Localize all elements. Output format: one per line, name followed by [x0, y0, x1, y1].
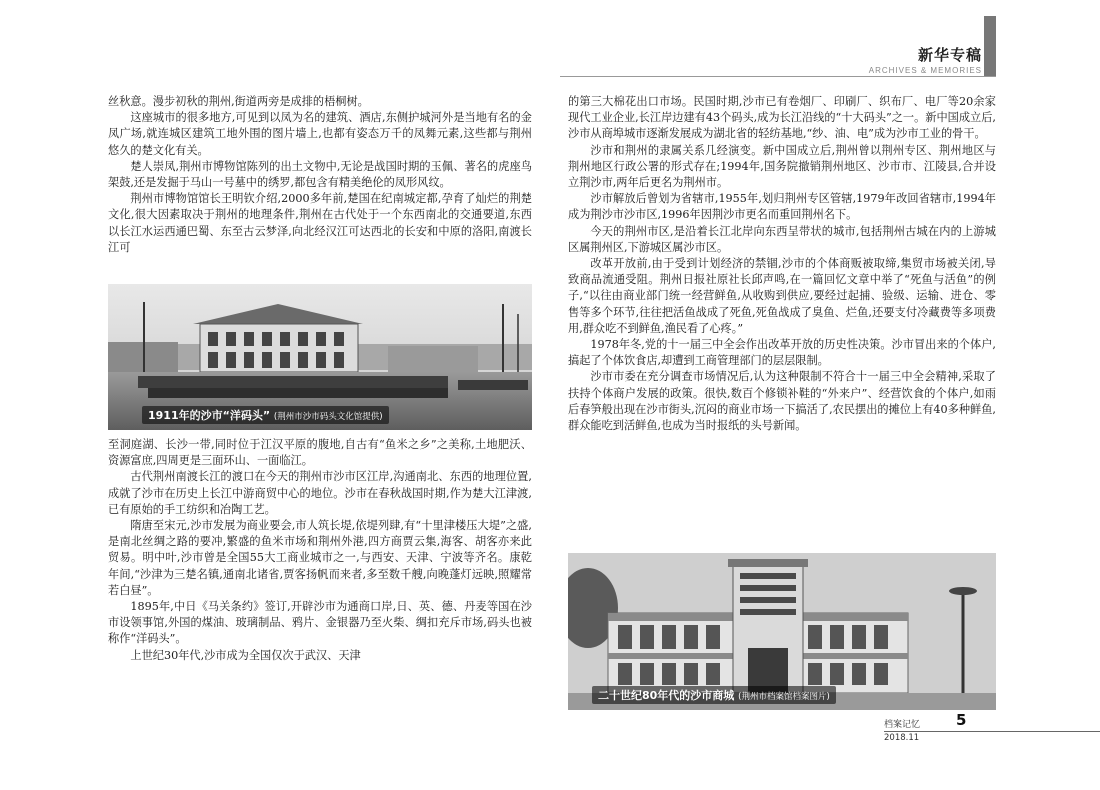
paragraph: 1895年,中日《马关条约》签订,开辟沙市为通商口岸,日、英、德、丹麦等国在沙市设领事馆,外国的煤油、玻璃制品、鸦片、金银器乃至火柴、绸扣充斥市场,码头也被称作“洋码头”。 — [108, 600, 532, 646]
paragraph: 古代荆州南渡长江的渡口在今天的荆州市沙市区江岸,沟通南北、东西的地理位置,成就了沙市在历史上长江中游商贸中心的地位。沙市在春秋战国时期,作为楚大江津渡,已有原始的手工纺织和冶陶工艺。 — [108, 470, 532, 516]
paragraph: 这座城市的很多地方,可见到以凤为名的建筑、酒店,东侧护城河外是当地有名的金凤广场,就连城区建筑工地外围的图片墙上,也都有姿态万千的凤舞元素,这些都与荆州悠久的楚文化有关。 — [108, 111, 532, 157]
left-column-top — [108, 94, 532, 256]
paragraph: 上世纪30年代,沙市成为全国仅次于武汉、天津 — [130, 648, 361, 662]
paragraph: 的第三大棉花出口市场。民国时期,沙市已有卷烟厂、印刷厂、织布厂、电厂等20余家现代工业企业,长江岸边建有43个码头,成为长江沿线的“十大码头”之一。新中国成立后,沙市从商埠城市逐渐发展成为湖北省的轻纺基地,“纱、油、电”成为沙市工业的骨干。 — [568, 95, 996, 141]
photo-caption — [592, 686, 836, 704]
left-column-bottom — [108, 437, 532, 664]
shopping-mall-photo — [568, 553, 996, 710]
historic-wharf-photo — [108, 284, 532, 430]
paragraph: 楚人崇凤,荆州市博物馆陈列的出土文物中,无论是战国时期的玉佩、著名的虎座鸟架鼓,还是发掘于马山一号墓中的绣罗,都包含有精美绝伦的凤形风纹。 — [108, 159, 532, 190]
caption-credit: (荆州市沙市码头文化馆提供) — [273, 412, 383, 422]
paragraph: 丝秋意。漫步初秋的荆州,街道两旁是成排的梧桐树。 — [108, 95, 369, 108]
paragraph: 沙市市委在充分调查市场情况后,认为这种限制不符合十一届三中全会精神,采取了扶持个体商户发展的政策。很快,数百个修锁补鞋的“外来户”、经营饮食的个体户,如雨后春笋般出现在沙市街头,沉闷的商业市场一下搞活了,农民摆出的摊位上有40多种鲜鱼,群众能吃到活鲜鱼,也成为当时报纸的头号新闻。 — [568, 370, 996, 433]
header-divider — [560, 76, 996, 77]
magazine-name: 档案记忆 — [884, 720, 921, 730]
paragraph: 1978年冬,党的十一届三中全会作出改革开放的历史性决策。沙市冒出来的个体户,搞起了个体饮食店,却遭到工商管理部门的层层限制。 — [568, 338, 996, 368]
paragraph: 沙市和荆州的隶属关系几经演变。新中国成立后,荆州曾以荆州专区、荆州地区与荆州地区行政公署的形式存在;1994年,国务院撤销荆州地区、沙市市、江陵县,合并设立荆沙市,两年后更名为荆州市。 — [568, 143, 996, 190]
right-column — [568, 94, 996, 434]
header-accent-bar — [984, 16, 996, 76]
issue-date: 2018.11 — [884, 733, 920, 743]
caption-title: 1911年的沙市“洋码头” — [148, 409, 271, 422]
footer-divider — [884, 731, 1100, 732]
paragraph: 改革开放前,由于受到计划经济的禁锢,沙市的个体商贩被取缔,集贸市场被关闭,导致商品流通受阻。荆州日报社原社长邱声鸣,在一篇回忆文章中举了“死鱼与活鱼”的例子,“以往由商业部门统一经营鲜鱼,从收购到供应,要经过起捕、验级、运输、进仓、零售等多个环节,往往把活鱼战成了死鱼,死鱼战成了臭鱼、烂鱼,还要支付冷藏费等多项费用,群众吃不到鲜鱼,渔民看了心疼。” — [568, 257, 996, 335]
paragraph: 至洞庭湖、长沙一带,同时位于江汉平原的腹地,自古有“鱼米之乡”之美称,土地肥沃、资源富庶,四周更是三面环山、一面临江。 — [108, 438, 532, 468]
column-title: 新华专稿 — [917, 46, 982, 64]
page-number: 5 — [956, 711, 967, 729]
paragraph: 隋唐至宋元,沙市发展为商业要会,市人筑长堤,依堤列肆,有“十里津楼压大堤”之盛,是南北丝绸之路的要冲,繁盛的鱼米市场和荆州外港,四方商贾云集,海客、胡客亦来此贸易。明中叶,沙市曾是全国55大工商业城市之一,与西安、天津、宁波等齐名。康乾年间,“沙津为三楚名镇,通南北诸省,贾客扬帆而来者,多至数千艘,向晚蓬灯远映,照耀常若白昼”。 — [108, 519, 532, 597]
caption-credit: (荆州市档案馆档案图片) — [738, 692, 830, 702]
column-subtitle: ARCHIVES & MEMORIES — [868, 66, 982, 75]
paragraph: 荆州市博物馆馆长王明钦介绍,2000多年前,楚国在纪南城定都,孕育了灿烂的荆楚文化,很大因素取决于荆州的地理条件,荆州在古代处于一个东西南北的交通要道,东西以长江水运西通巴蜀、东至古云梦泽,向北经汉江可达西北的长安和中原的洛阳,南渡长江可 — [108, 192, 532, 254]
photo-caption — [142, 406, 389, 424]
paragraph: 今天的荆州市区,是沿着长江北岸向东西呈带状的城市,包括荆州古城在内的上游城区属荆州区,下游城区属沙市区。 — [568, 224, 996, 254]
caption-title: 二十世纪80年代的沙市商城 — [598, 689, 735, 702]
paragraph: 沙市解放后曾划为省辖市,1955年,划归荆州专区管辖,1979年改回省辖市,1994年成为荆沙市沙市区,1996年因荆沙市更名而重回荆州名下。 — [568, 192, 996, 222]
